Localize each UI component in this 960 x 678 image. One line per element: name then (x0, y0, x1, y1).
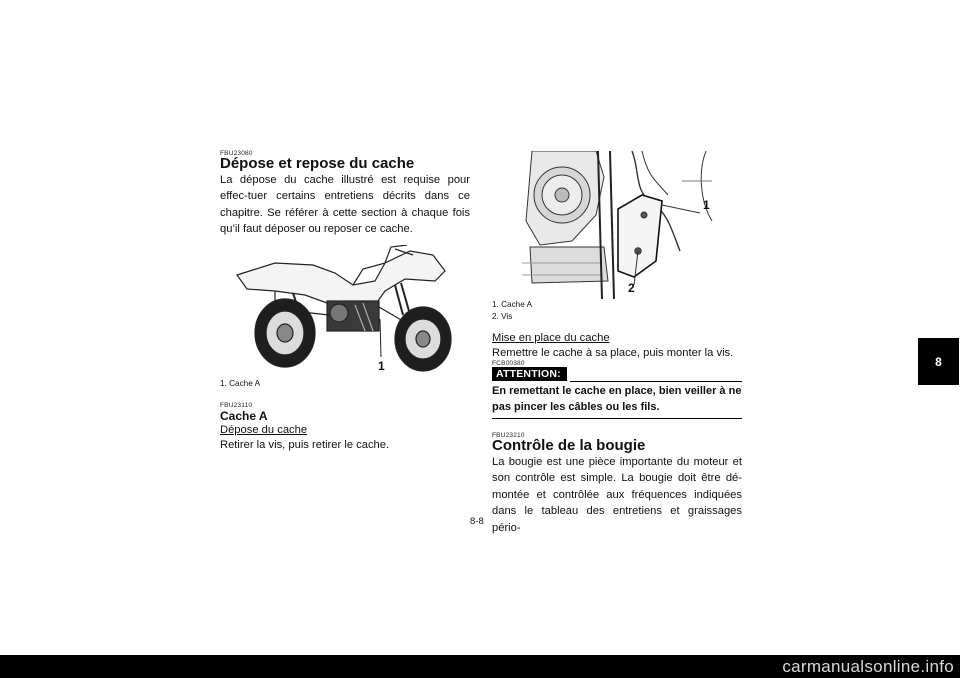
attention-label: ATTENTION: (492, 367, 567, 381)
photo-caption-2: 2. Vis (492, 312, 513, 321)
watermark-text[interactable]: carmanualsonline.info (782, 657, 954, 676)
paragraph: La bougie est une pièce importante du moteur et son contrôle est simple. La bougie doit être dé-montée et contrôlée aux fréquences indiquées dans le tableau des entretiens et graissages pério- (492, 456, 742, 534)
attention-text: En remettant le cache en place, bien veiller à ne pas pincer les câbles ou les fils. (492, 385, 742, 413)
section-code: FBU23080 (220, 150, 253, 157)
watermark-bar (0, 655, 960, 678)
section-title: Contrôle de la bougie (492, 437, 646, 454)
page-number: 8-8 (470, 516, 484, 527)
notice-code: FCB00380 (492, 360, 525, 367)
photo-callout-1: 1 (703, 198, 710, 212)
photo-caption-1: 1. Cache A (492, 300, 533, 309)
paragraph: Remettre le cache à sa place, puis monter la vis. (492, 347, 734, 359)
subheading: Mise en place du cache (492, 332, 610, 344)
illustration-callout-1: 1 (378, 359, 385, 373)
section-code: FBU23210 (492, 432, 525, 439)
engine-cover-photo (522, 151, 718, 299)
attention-bottom-rule (492, 418, 742, 419)
section-code: FBU23110 (220, 402, 253, 409)
atv-illustration (235, 245, 460, 375)
paragraph: Retirer la vis, puis retirer le cache. (220, 439, 390, 451)
illustration-caption: 1. Cache A (220, 379, 261, 388)
attention-notice (492, 367, 742, 419)
photo-callout-2: 2 (628, 281, 635, 295)
intro-paragraph: La dépose du cache illustré est requise pour effec-tuer certains entretiens décrits dans ce chapitre. Se référer à cette section à chaque fois qu’il faut déposer ou reposer ce cache. (220, 174, 470, 236)
subheading: Dépose du cache (220, 424, 308, 436)
attention-rule (570, 381, 742, 382)
section-title: Dépose et repose du cache (220, 155, 415, 172)
section-title: Cache A (220, 409, 268, 423)
chapter-tab: 8 (918, 338, 959, 385)
